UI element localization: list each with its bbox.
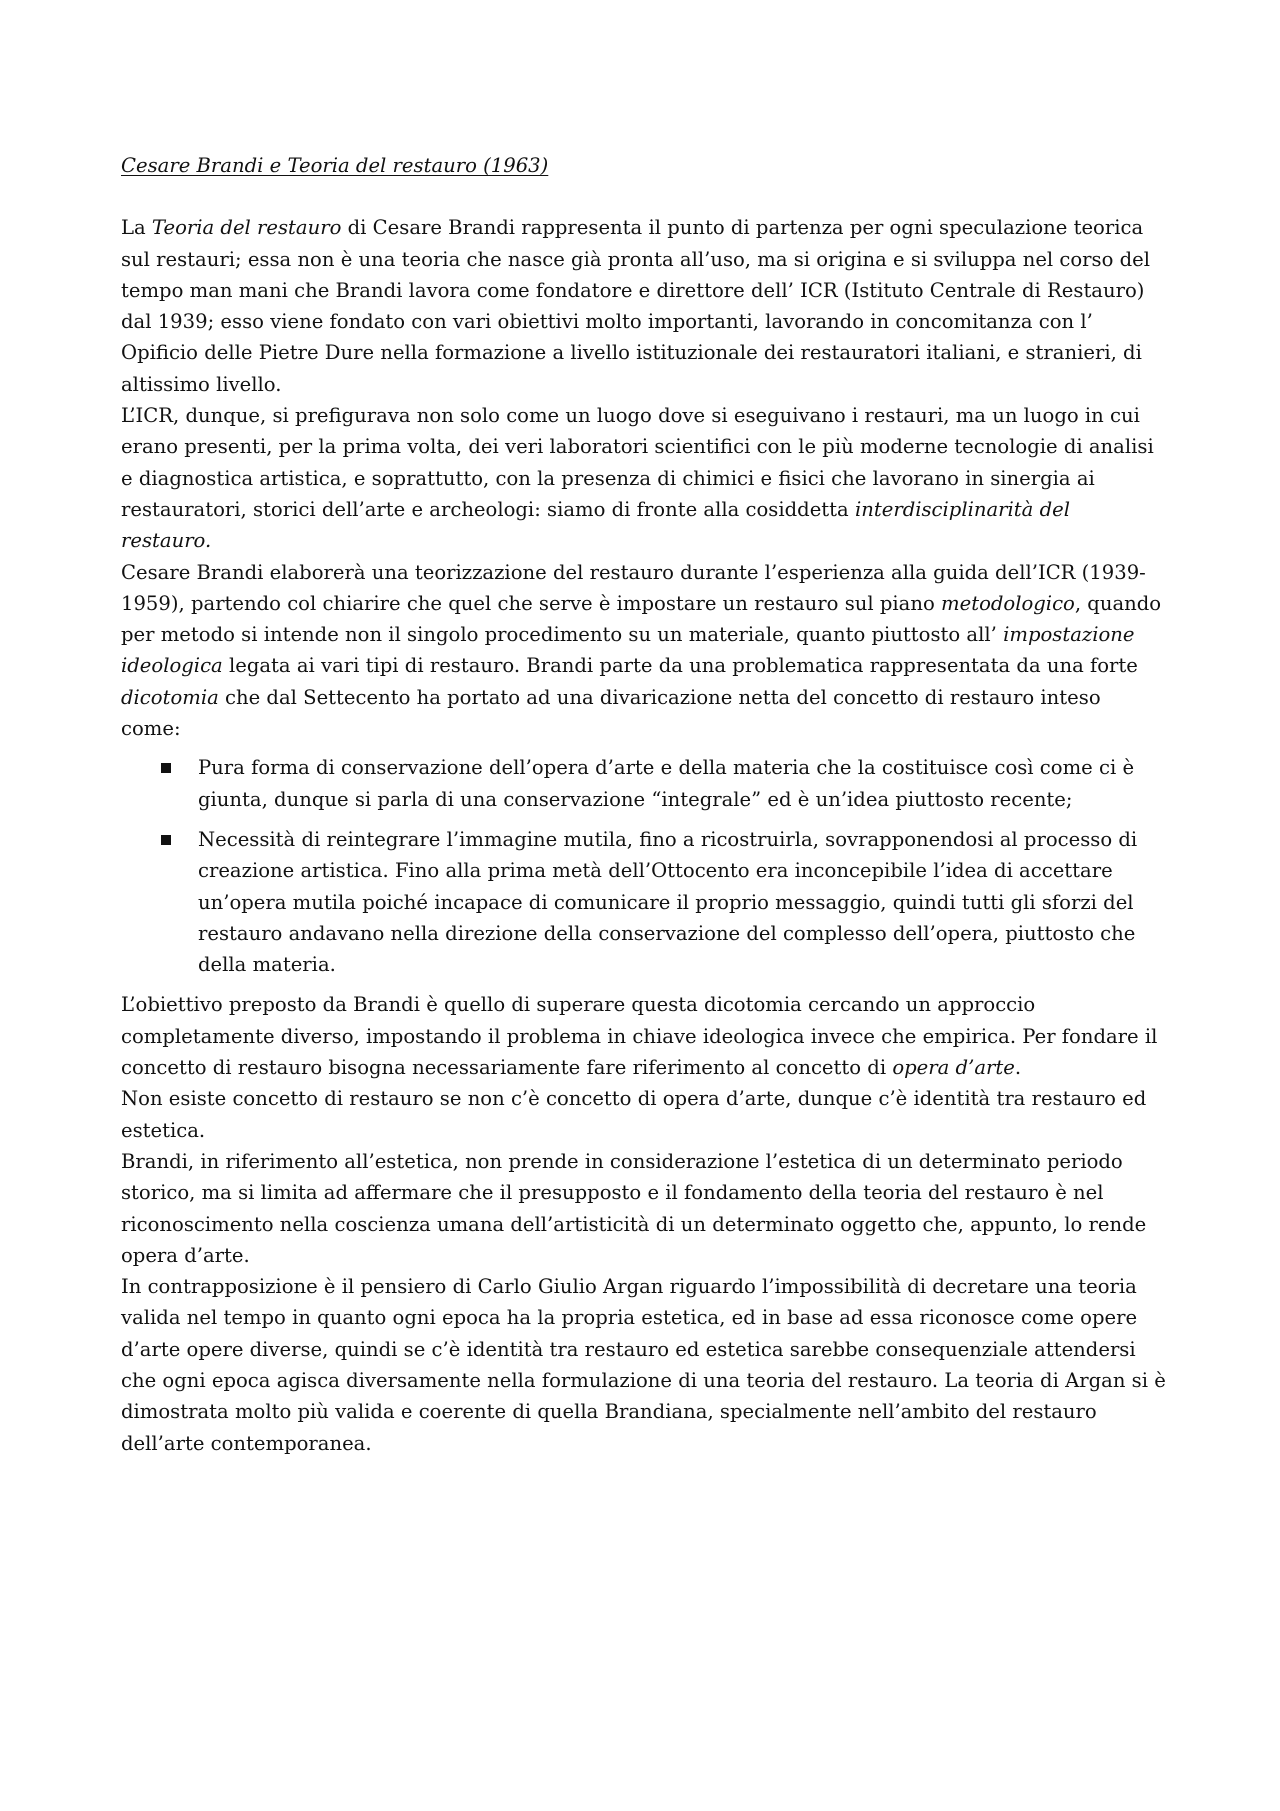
emphasis-dicotomia: dicotomia: [121, 685, 219, 709]
document-title: Cesare Brandi e Teoria del restauro (1963): [121, 154, 549, 177]
emphasis-opera-darte: opera d’arte: [892, 1056, 1015, 1080]
paragraph-identita: Non esiste concetto di restauro se non c’è concetto di opera d’arte, dunque c’è identità tra restauro ed estetica.: [121, 1087, 1147, 1142]
square-bullet-icon: [161, 835, 171, 845]
square-bullet-icon: [161, 763, 171, 773]
paragraph-icr: L’ICR, dunque, si prefigurava non solo come un luogo dove si eseguivano i restauri, ma un luogo in cui erano presenti, per la prima volta, dei veri laboratori scientifici con le più moderne tecnologie di analisi e diagnostica artistica, e soprattutto, con la presenza di chimici e fisici che lavorano in sinergia ai restauratori, storici dell’arte e archeologi: siamo di fronte alla cosiddetta interdisciplinarità del restauro.: [121, 404, 1154, 553]
paragraph-obiettivo: L’obiettivo preposto da Brandi è quello di superare questa dicotomia cercando un approccio completamente diverso, impostando il problema in chiave ideologica invece che empirica. Per fondare il concetto di restauro bisogna necessariamente fare riferimento al concetto di opera d’arte.: [121, 993, 1158, 1080]
document-page: [121, 150, 1166, 1459]
emphasis-interdisciplinarita: interdisciplinarità del restauro.: [121, 497, 1070, 553]
list-item: Necessità di reintegrare l’immagine mutila, fino a ricostruirla, sovrapponendosi al processo di creazione artistica. Fino alla prima metà dell’Ottocento era inconcepibile l’idea di accettare un’opera mutila poiché incapace di comunicare il proprio messaggio, quindi tutti gli sforzi del restauro andavano nella direzione della conservazione del complesso dell’opera, piuttosto che della materia.: [121, 824, 1166, 980]
emphasis-impostazione-ideologica: impostazione ideologica: [121, 623, 1135, 678]
list-item: Pura forma di conservazione dell’opera d’arte e della materia che la costituisce così come ci è giunta, dunque si parla di una conservazione “integrale” ed è un’idea piuttosto recente;: [121, 752, 1166, 815]
paragraph-intro: La Teoria del restauro di Cesare Brandi rappresenta il punto di partenza per ogni speculazione teorica sul restauri; essa non è una teoria che nasce già pronta all’uso, ma si origina e si sviluppa nel corso del tempo man mani che Brandi lavora come fondatore e direttore dell’ ICR (Istituto Centrale di Restauro) dal 1939; esso viene fondato con vari obiettivi molto importanti, lavorando in concomitanza con l’ Opificio delle Pietre Dure nella formazione a livello istituzionale dei restauratori italiani, e stranieri, di altissimo livello.: [121, 216, 1151, 396]
emphasis-metodologico: metodologico: [941, 591, 1075, 615]
bullet-list: [121, 752, 1166, 980]
emphasis-teoria-del-restauro: Teoria del restauro: [151, 216, 342, 240]
paragraph-argan: In contrapposizione è il pensiero di Carlo Giulio Argan riguardo l’impossibilità di decretare una teoria valida nel tempo in quanto ogni epoca ha la propria estetica, ed in base ad essa riconosce come opere d’arte opere diverse, quindi se c’è identità tra restauro ed estetica sarebbe consequenziale attendersi che ogni epoca agisca diversamente nella formulazione di una teoria del restauro. La teoria di Argan si è dimostrata molto più valida e coerente di quella Brandiana, specialmente nell’ambito del restauro dell’arte contemporanea.: [121, 1275, 1166, 1455]
paragraph-brandi-teorizzazione: Cesare Brandi elaborerà una teorizzazione del restauro durante l’esperienza alla guida dell’ICR (1939-1959), partendo col chiarire che quel che serve è impostare un restauro sul piano metodologico, quando per metodo si intende non il singolo procedimento su un materiale, quanto piuttosto all’ impostazione ideologica legata ai vari tipi di restauro. Brandi parte da una problematica rappresentata da una forte dicotomia che dal Settecento ha portato ad una divaricazione netta del concetto di restauro inteso come:: [121, 560, 1162, 741]
paragraph-estetica: Brandi, in riferimento all’estetica, non prende in considerazione l’estetica di un determinato periodo storico, ma si limita ad affermare che il presupposto e il fondamento della teoria del restauro è nel riconoscimento nella coscienza umana dell’artisticità di un determinato oggetto che, appunto, lo rende opera d’arte.: [121, 1149, 1147, 1267]
